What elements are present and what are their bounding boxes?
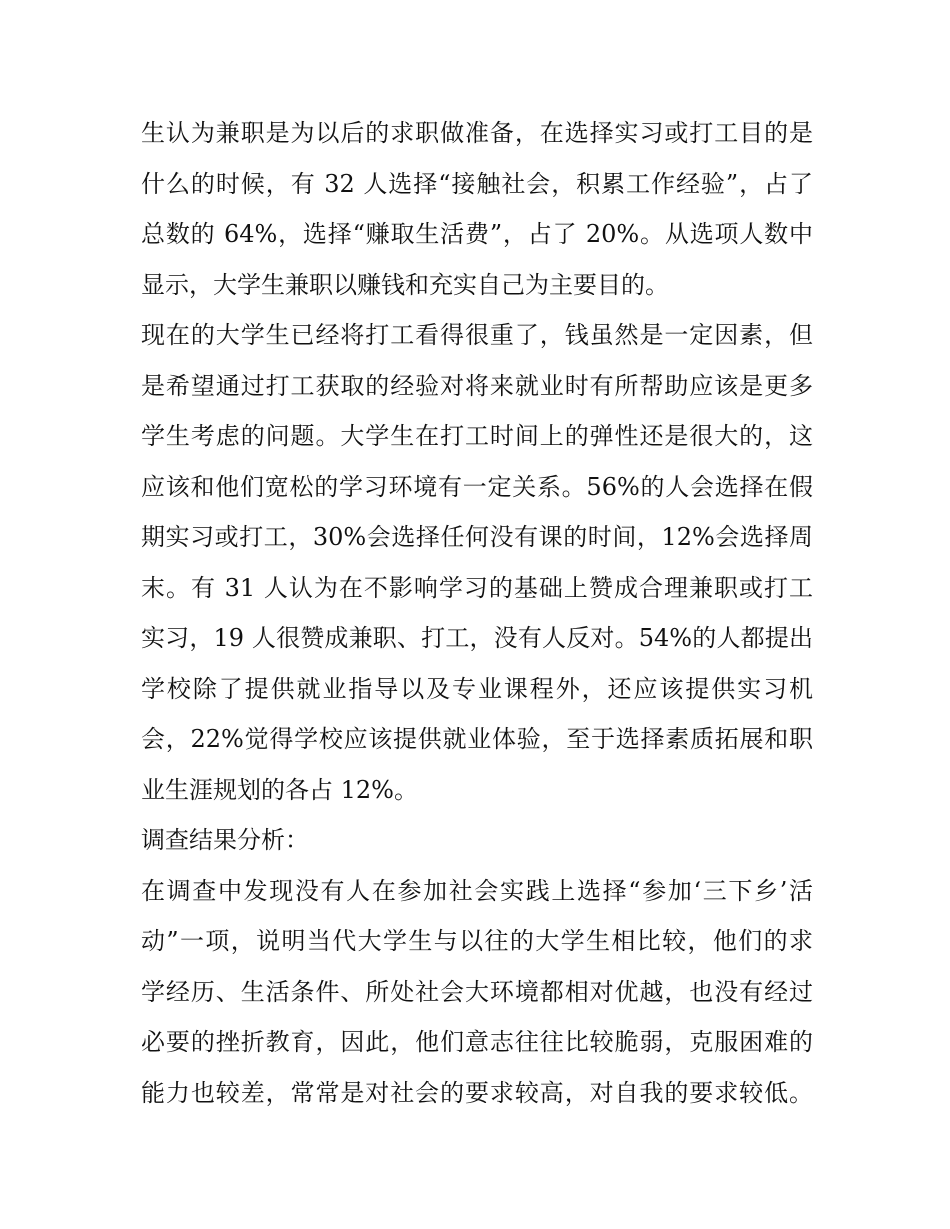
text-line: 总数的 64%，选择“赚取生活费”，占了 20%。从选项人数中 bbox=[141, 220, 813, 248]
text-line: 生认为兼职是为以后的求职做准备，在选择实习或打工目的是 bbox=[141, 119, 813, 147]
text-line: 现在的大学生已经将打工看得很重了，钱虽然是一定因素，但 bbox=[141, 321, 813, 349]
text-line: 期实习或打工，30%会选择任何没有课的时间，12%会选择周 bbox=[141, 523, 813, 551]
text-line: 学经历、生活条件、所处社会大环境都相对优越，也没有经过 bbox=[141, 977, 813, 1006]
text-line: 能力也较差，常常是对社会的要求较高，对自我的要求较低。 bbox=[141, 1078, 813, 1107]
text-line: 是希望通过打工获取的经验对将来就业时有所帮助应该是更多 bbox=[141, 371, 813, 400]
text-line: 必要的挫折教育，因此，他们意志往往比较脆弱，克服困难的 bbox=[141, 1028, 813, 1056]
text-line: 什么的时候，有 32 人选择“接触社会，积累工作经验”，占了 bbox=[141, 169, 813, 198]
text-line: 会，22%觉得学校应该提供就业体验，至于选择素质拓展和职 bbox=[141, 725, 813, 753]
text-line: 实习，19 人很赞成兼职、打工，没有人反对。54%的人都提出 bbox=[141, 624, 813, 652]
paragraph-analysis bbox=[141, 866, 813, 1119]
text-line: 在调查中发现没有人在参加社会实践上选择“参加‘三下乡’活 bbox=[141, 876, 813, 905]
text-line: 显示，大学生兼职以赚钱和充实自己为主要目的。 bbox=[141, 270, 669, 299]
heading-survey-analysis: 调查结果分析： bbox=[141, 826, 309, 854]
paragraph-work-attitude bbox=[141, 310, 813, 815]
paragraph-part-time-purpose bbox=[141, 108, 813, 310]
text-line: 末。有 31 人认为在不影响学习的基础上赞成合理兼职或打工 bbox=[141, 573, 813, 602]
section-heading bbox=[141, 815, 813, 866]
text-line: 业生涯规划的各占 12%。 bbox=[141, 775, 418, 804]
text-line: 应该和他们宽松的学习环境有一定关系。56%的人会选择在假 bbox=[141, 472, 813, 501]
document-page bbox=[141, 108, 813, 1118]
text-line: 学校除了提供就业指导以及专业课程外，还应该提供实习机 bbox=[141, 674, 813, 703]
text-line: 动”一项，说明当代大学生与以往的大学生相比较，他们的求 bbox=[141, 927, 813, 955]
text-line: 学生考虑的问题。大学生在打工时间上的弹性还是很大的，这 bbox=[141, 422, 813, 450]
